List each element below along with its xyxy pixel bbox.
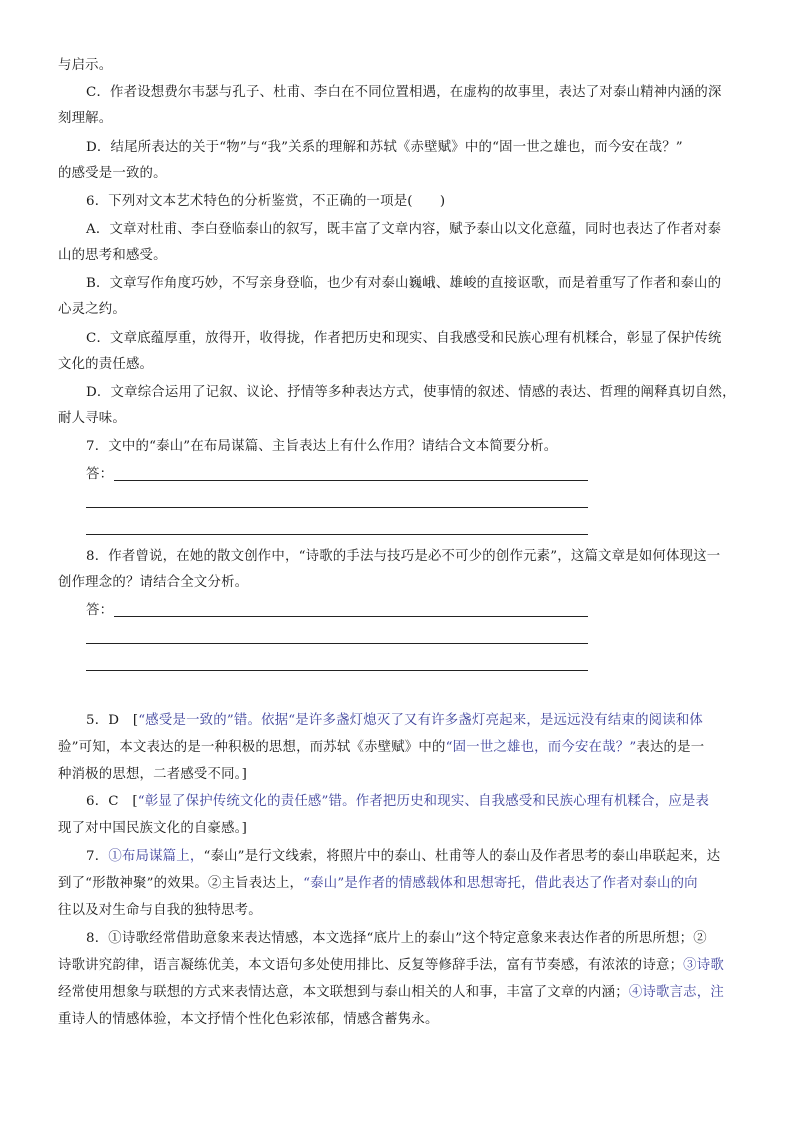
answer-6-line2: 现了对中国民族文化的自豪感。] (58, 821, 247, 836)
q6-option-a-line2: 山的思考和感受。 (58, 248, 167, 263)
q7-answer-line-1[interactable] (114, 480, 588, 481)
q6-option-a-line1: A．文章对杜甫、李白登临泰山的叙写，既丰富了文章内容，赋予泰山以文化意蕴，同时也表达了作者对泰 (86, 222, 722, 237)
q5-tail: 与启示。 (58, 58, 113, 73)
q6-option-c-line1: C．文章底蕴厚重，放得开，收得拢，作者把历史和现实、自我感受和民族心理有机糅合，彰显了保护传统 (86, 331, 722, 346)
q6-option-d-line1: D．文章综合运用了记叙、议论、抒情等多种表达方式，使事情的叙述、情感的表达、哲理的阐释真切自然， (86, 385, 736, 400)
answer-6-explanation: “彰显了保护传统文化的责任感”错。作者把历史和现实、自我感受和民族心理有机糅合，应是表 (137, 794, 710, 809)
answer-8-line1: 8．①诗歌经常借助意象来表达情感，本文选择“底片上的泰山”这个特定意象来表达作者的所思所想；② (86, 931, 707, 946)
answer-8-line4: 重诗人的情感体验，本文抒情个性化色彩浓郁，情感含蓄隽永。 (58, 1012, 439, 1027)
answer-5-quote: “固一世之雄也，而今安在哉？” (445, 740, 637, 755)
q6-option-b-line2: 心灵之约。 (58, 302, 126, 317)
q5-option-d-line1: D．结尾所表达的关于“物”与“我”关系的理解和苏轼《赤壁赋》中的“固一世之雄也，而今安在哉？” (86, 140, 683, 155)
q7-stem: 7．文中的“泰山”在布局谋篇、主旨表达上有什么作用？请结合文本简要分析。 (86, 439, 558, 454)
q5-option-c-line1: C．作者设想费尔韦瑟与孔子、杜甫、李白在不同位置相遇，在虚构的故事里，表达了对泰山精神内涵的深 (86, 85, 722, 100)
answer-7-line2: 到了“形散神聚”的效果。②主旨表达上，“泰山”是作者的情感载体和思想寄托，借此表达了作者对泰山的向 (58, 876, 698, 891)
q5-option-c-line2: 刻理解。 (58, 111, 113, 126)
answer-8-line3: 经常使用想象与联想的方式来表情达意，本文联想到与泰山相关的人和事，丰富了文章的内涵；④诗歌言志，注 (58, 985, 724, 1000)
answer-5-line1 (86, 712, 703, 730)
answer-6-line1 (86, 793, 709, 811)
q6-option-b-line1: B．文章写作角度巧妙，不写亲身登临，也少有对泰山巍峨、雄峻的直接讴歌，而是着重写了作者和泰山的 (86, 276, 722, 291)
q7-answer-line-2[interactable] (86, 507, 588, 508)
q5-option-d-line2: 的感受是一致的。 (58, 166, 167, 181)
q6-stem: 6．下列对文本艺术特色的分析鉴赏，不正确的一项是( ) (86, 194, 446, 209)
answer-7-number: 7． (86, 849, 109, 864)
answer-8-line2: 诗歌讲究韵律，语言凝练优美，本文语句多处使用排比、反复等修辞手法，富有节奏感，有浓浓的诗意；③诗歌 (58, 958, 724, 973)
q8-stem-line2: 创作理念的？请结合全文分析。 (58, 575, 249, 590)
answer-5-explanation: “感受是一致的”错。依据“是许多盏灯熄灭了又有许多盏灯亮起来，是远远没有结束的阅读和体 (138, 713, 704, 728)
q8-answer-line-2[interactable] (86, 643, 588, 644)
q8-answer-line-3[interactable] (86, 670, 588, 671)
answer-5-line3: 种消极的思想，二者感受不同。] (58, 767, 247, 782)
q7-answer-line-3[interactable] (86, 534, 588, 535)
answer-6-number: 6．C [ (86, 794, 138, 809)
q7-answer-label: 答： (86, 467, 114, 482)
answer-7-line1: 7．①布局谋篇上，“泰山”是行文线索，将照片中的泰山、杜甫等人的泰山及作者思考的泰山串联起来，达 (86, 849, 721, 864)
q6-option-d-line2: 耐人寻味。 (58, 411, 126, 426)
q8-answer-label: 答： (86, 603, 114, 618)
q6-option-c-line2: 文化的责任感。 (58, 357, 154, 372)
answer-7-line3: 往以及对生命与自我的独特思考。 (58, 903, 262, 918)
answer-5-number: 5．D [ (86, 713, 139, 728)
q8-stem-line1: 8．作者曾说，在她的散文创作中，“诗歌的手法与技巧是必不可少的创作元素”，这篇文章是如何体现这一 (86, 549, 721, 564)
q8-answer-line-1[interactable] (114, 616, 588, 617)
answer-5-line2: 验”可知，本文表达的是一种积极的思想，而苏轼《赤壁赋》中的“固一世之雄也，而今安在哉？”表达的是一 (58, 740, 705, 755)
